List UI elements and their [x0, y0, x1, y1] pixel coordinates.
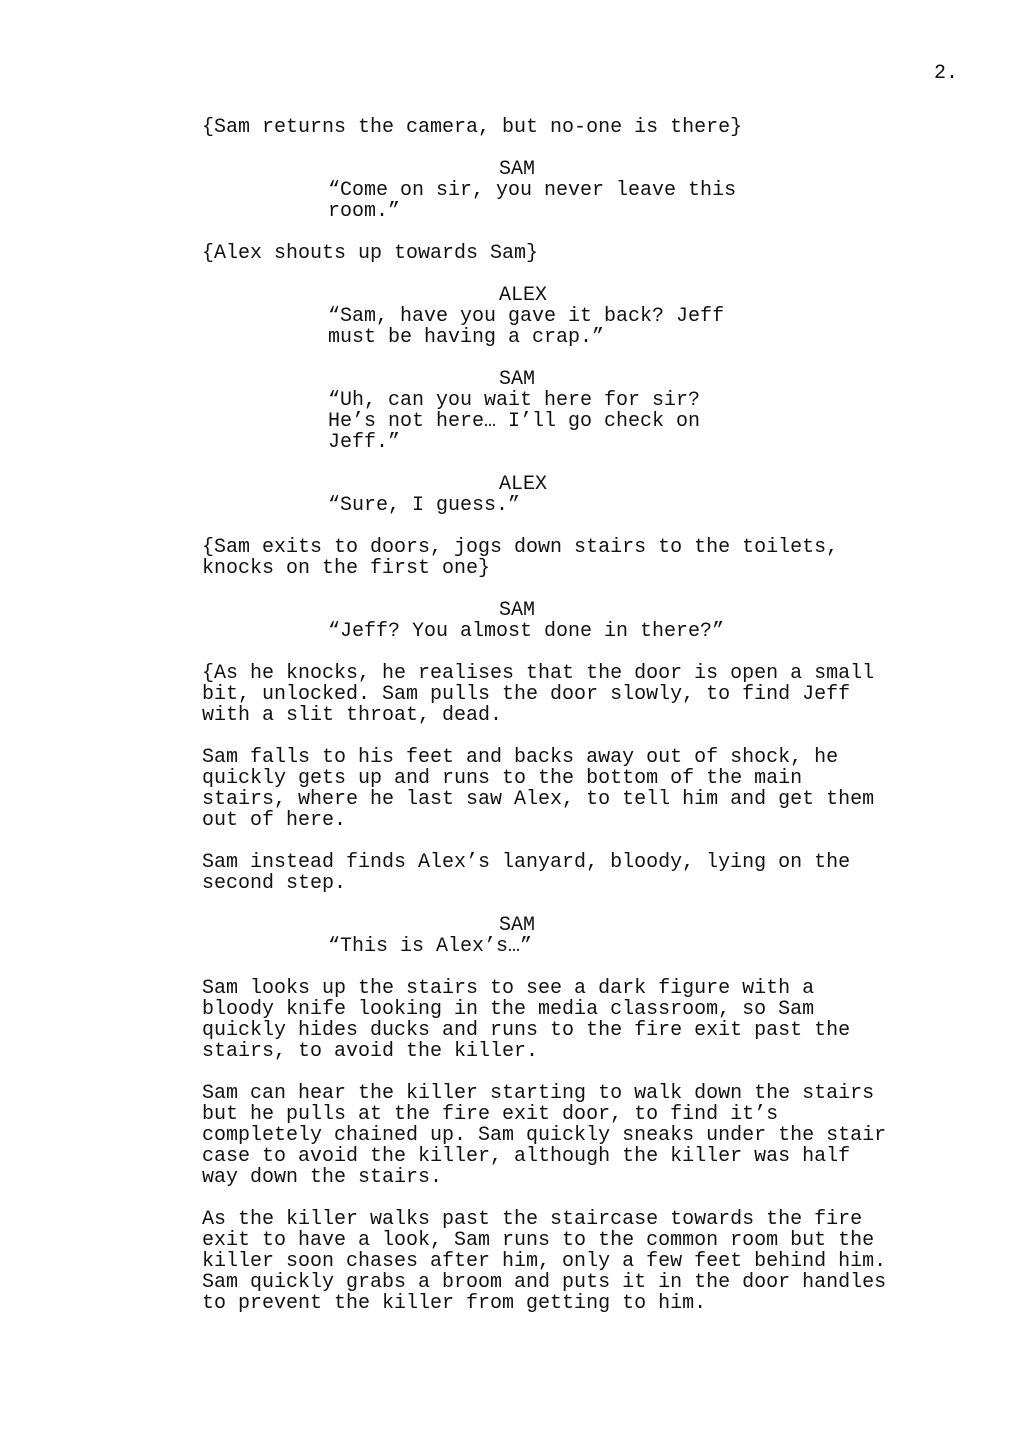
- action-line: {Sam returns the camera, but no-one is there}: [202, 116, 743, 139]
- dialogue-line: “This is Alex’s…”: [328, 935, 533, 958]
- character-name: ALEX: [499, 284, 548, 307]
- spacer: [202, 138, 922, 159]
- spacer: [202, 348, 922, 369]
- character-name: ALEX: [499, 473, 548, 496]
- character-name: SAM: [499, 368, 536, 391]
- spacer: [202, 453, 922, 474]
- dialogue-line: “Uh, can you wait here for sir? He’s not here… I’ll go check on Jeff.”: [328, 389, 701, 454]
- spacer: [202, 642, 922, 663]
- spacer: [202, 957, 922, 978]
- action-paragraph: Sam falls to his feet and backs away out of shock, he quickly gets up and runs to the bottom of the main stairs, where he last saw Alex, to tell him and get them out of here.: [202, 746, 875, 832]
- spacer: [202, 516, 922, 537]
- action-paragraph: As the killer walks past the staircase towards the fire exit to have a look, Sam runs to the common room but the killer soon chases after him, only a few feet behind him. Sam quickly grabs a broom and puts it in the door handles to prevent the killer from getting to him.: [202, 1208, 887, 1315]
- action-paragraph: Sam can hear the killer starting to walk down the stairs but he pulls at the fire exit door, to find it’s completely chained up. Sam quickly sneaks under the stair case to avoid the killer, although the killer was half way down the stairs.: [202, 1082, 887, 1189]
- spacer: [202, 1062, 922, 1083]
- screenplay-body: [202, 117, 922, 1314]
- page-number: 2.: [934, 62, 959, 85]
- action-line: {Sam exits to doors, jogs down stairs to the toilets, knocks on the first one}: [202, 536, 839, 580]
- character-name: SAM: [499, 158, 536, 181]
- character-name: SAM: [499, 599, 536, 622]
- spacer: [202, 726, 922, 747]
- action-paragraph: {As he knocks, he realises that the door is open a small bit, unlocked. Sam pulls the door slowly, to find Jeff with a slit throat, dead.: [202, 662, 875, 727]
- spacer: [202, 579, 922, 600]
- dialogue-line: “Come on sir, you never leave this room.”: [328, 179, 737, 223]
- spacer: [202, 264, 922, 285]
- dialogue-line: “Sam, have you gave it back? Jeff must be having a crap.”: [328, 305, 725, 349]
- spacer: [202, 894, 922, 915]
- action-paragraph: Sam instead finds Alex’s lanyard, bloody, lying on the second step.: [202, 851, 851, 895]
- spacer: [202, 1188, 922, 1209]
- action-paragraph: Sam looks up the stairs to see a dark figure with a bloody knife looking in the media classroom, so Sam quickly hides ducks and runs to the fire exit past the stairs, to avoid the killer.: [202, 977, 851, 1063]
- spacer: [202, 222, 922, 243]
- dialogue-line: “Jeff? You almost done in there?”: [328, 620, 725, 643]
- dialogue-line: “Sure, I guess.”: [328, 494, 521, 517]
- action-line: {Alex shouts up towards Sam}: [202, 242, 539, 265]
- character-name: SAM: [499, 914, 536, 937]
- spacer: [202, 831, 922, 852]
